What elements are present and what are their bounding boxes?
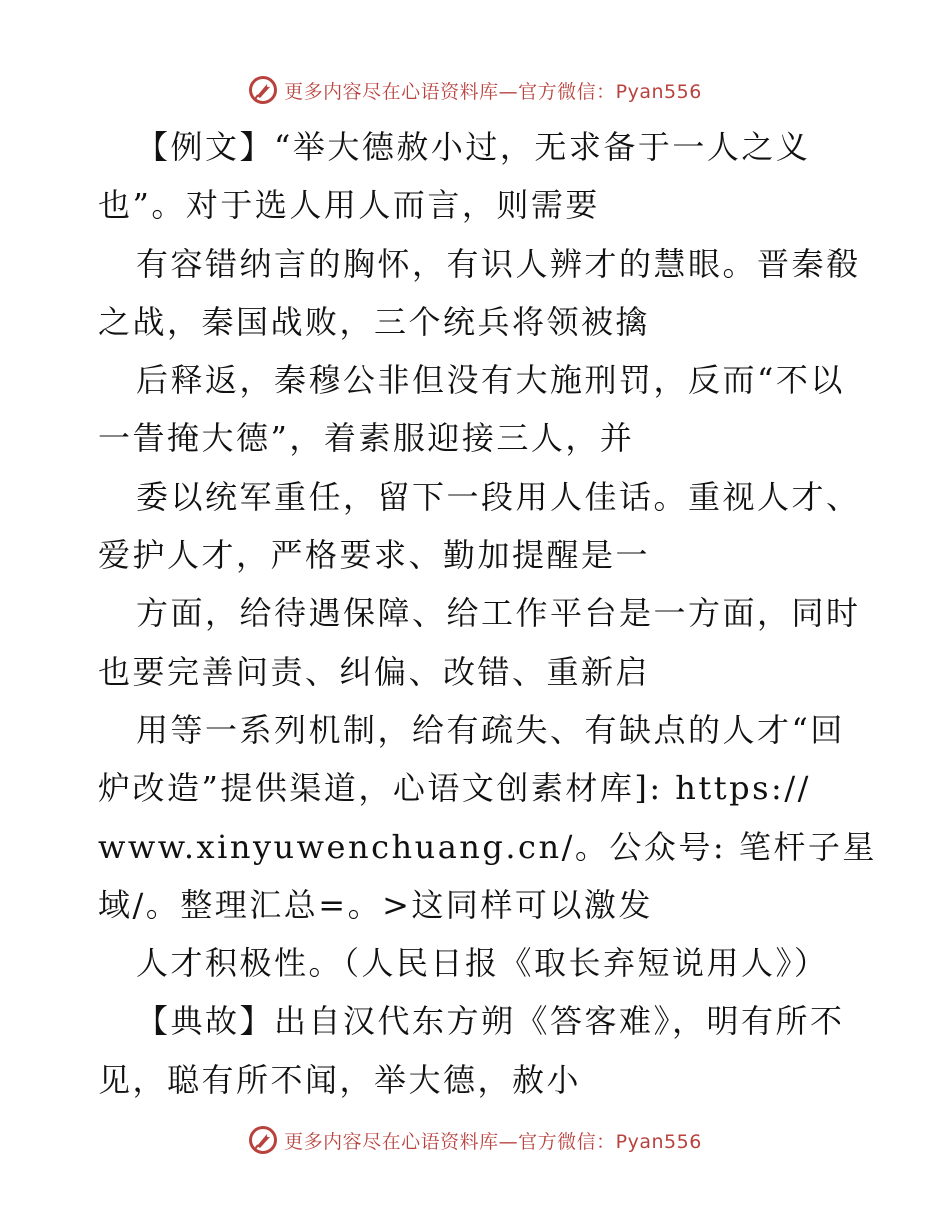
body-line: 【例文】“举大德赦小过，无求备于一人之义	[136, 128, 811, 166]
body-line: 域/。整理汇总=。>这同样可以激发	[98, 885, 653, 924]
pen-nib-circle-icon	[248, 1125, 278, 1155]
body-line: 之战，秦国战败，三个统兵将领被擒	[98, 302, 651, 341]
pen-nib-circle-icon	[248, 75, 278, 105]
body-line: www.xinyuwenchuang.cn/。公众号: 笔杆子星	[98, 827, 877, 866]
banner-main-text: 更多内容尽在心语资料库	[284, 1130, 499, 1153]
body-line: 炉改造”提供渠道，心语文创素材库]: https://	[98, 769, 811, 808]
body-line: 用等一系列机制，给有疏失、有缺点的人才“回	[136, 710, 845, 749]
page-header-banner	[0, 70, 950, 110]
banner-text	[284, 77, 702, 104]
body-line: 一眚掩大德”，着素服迎接三人，并	[98, 419, 635, 458]
banner-dash: —	[498, 80, 519, 103]
banner-wechat-text: 官方微信：Pyan556	[518, 80, 702, 103]
banner-wechat-text: 官方微信：Pyan556	[518, 1130, 702, 1153]
body-line: 后释返，秦穆公非但没有大施刑罚，反而“不以	[136, 361, 845, 400]
body-line: 人才积极性。（人民日报《取长弃短说用人》）	[136, 944, 829, 983]
body-line: 委以统军重任，留下一段用人佳话。重视人才、	[136, 477, 861, 516]
banner-text	[284, 1127, 702, 1154]
body-line: 见，聪有所不闻，举大德，赦小	[98, 1060, 582, 1099]
body-line: 方面，给待遇保障、给工作平台是一方面，同时	[136, 594, 861, 633]
body-line: 爱护人才，严格要求、勤加提醒是一	[98, 536, 651, 575]
body-line: 【典故】出自汉代东方朔《答客难》，明有所不	[136, 1002, 845, 1041]
banner-main-text: 更多内容尽在心语资料库	[284, 80, 499, 103]
body-line: 有容错纳言的胸怀，有识人辨才的慧眼。晋秦殽	[136, 244, 861, 283]
document-body	[98, 118, 877, 1109]
page-footer-banner	[0, 1120, 950, 1160]
body-line: 也”。对于选人用人而言，则需要	[98, 186, 600, 225]
body-line: 也要完善问责、纠偏、改错、重新启	[98, 652, 651, 691]
banner-dash: —	[498, 1130, 519, 1153]
